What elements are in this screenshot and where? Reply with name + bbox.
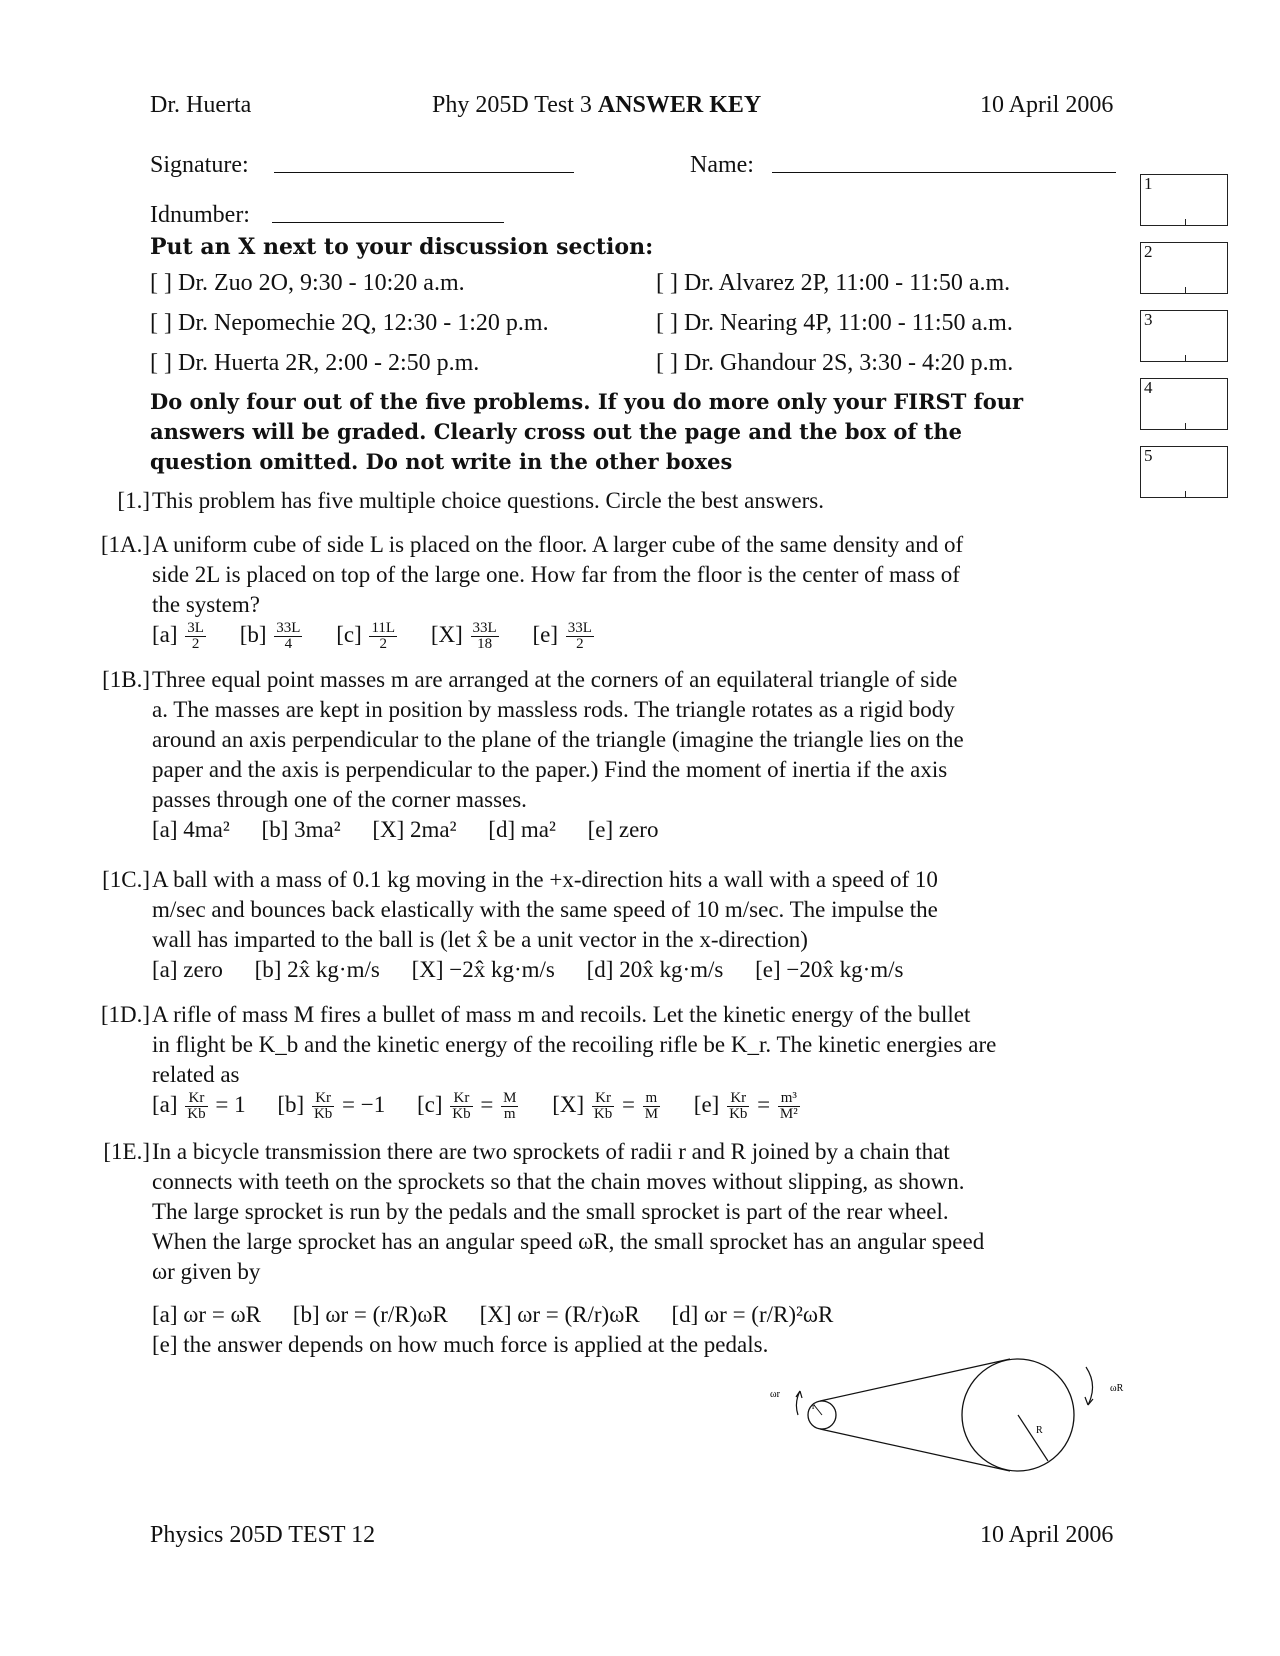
omega-small-label: ωr bbox=[770, 1389, 780, 1400]
chain-top bbox=[820, 1359, 1010, 1401]
q1a-line: side 2L is placed on top of the large one. How far from the floor is the center of mass of bbox=[152, 562, 960, 587]
section-option[interactable]: [ ] Dr. Zuo 2O, 9:30 - 10:20 a.m. bbox=[150, 270, 465, 296]
omega-large-arrow-icon bbox=[1086, 1367, 1093, 1405]
q1e-line: In a bicycle transmission there are two sprockets of radii r and R joined by a chain that bbox=[152, 1139, 950, 1164]
q1c-choice-answer[interactable]: [X] −2x̂ kg·m/s bbox=[411, 957, 555, 982]
score-box[interactable] bbox=[1140, 446, 1228, 498]
small-radius-label: r bbox=[812, 1401, 815, 1411]
chain-bottom bbox=[820, 1429, 1010, 1471]
q1b-line: a. The masses are kept in position by massless rods. The triangle rotates as a rigid body bbox=[152, 697, 955, 722]
q1d-choice[interactable]: [b] $\frac{Kr}{Kb}$ = −1 bbox=[277, 1090, 386, 1123]
q1c-choice[interactable]: [a] zero bbox=[152, 957, 223, 982]
q1a-line: the system? bbox=[152, 592, 260, 617]
q1b-line: around an axis perpendicular to the plane of the triangle (imagine the triangle lies on the bbox=[152, 727, 964, 752]
q1b-line: paper and the axis is perpendicular to the paper.) Find the moment of inertia if the axis bbox=[152, 757, 948, 782]
q1b-choice[interactable]: [b] 3ma² bbox=[261, 817, 341, 842]
q1a-label: [1A.] bbox=[100, 532, 150, 557]
section-option[interactable]: [ ] Dr. Ghandour 2S, 3:30 - 4:20 p.m. bbox=[656, 350, 1014, 376]
section-instruction: Put an X next to your discussion section: bbox=[150, 234, 654, 260]
q1e-choices bbox=[152, 1300, 859, 1330]
q1a-text bbox=[152, 530, 1128, 620]
q1a-choice[interactable]: [e] $\frac{33L}{2}$ bbox=[532, 620, 592, 653]
q1b-text bbox=[152, 665, 1128, 815]
score-box[interactable] bbox=[1140, 378, 1228, 430]
score-box-number: 5 bbox=[1144, 446, 1153, 465]
q1d-choice[interactable]: [e] $\frac{Kr}{Kb}$ = $\frac{\text{m³}}{\text{M²}}$ bbox=[693, 1090, 798, 1123]
title-answer-key: ANSWER KEY bbox=[597, 92, 762, 118]
name-label: Name: bbox=[690, 152, 754, 178]
score-box-number: 1 bbox=[1144, 174, 1153, 193]
signature-line[interactable] bbox=[274, 172, 574, 173]
q1b-choice[interactable]: [a] 4ma² bbox=[152, 817, 230, 842]
q1a-choice-answer[interactable]: [X] $\frac{33L}{18}$ bbox=[430, 620, 497, 653]
instructor-name: Dr. Huerta bbox=[150, 92, 252, 118]
q1e-choice[interactable]: [b] ωr = (r/R)ωR bbox=[292, 1302, 448, 1327]
q1e-choice[interactable]: [a] ωr = ωR bbox=[152, 1302, 262, 1327]
q1d-text bbox=[152, 1000, 1128, 1090]
q1b-choice[interactable]: [d] ma² bbox=[488, 817, 556, 842]
score-box-number: 4 bbox=[1144, 378, 1153, 397]
q1c-choice[interactable]: [b] 2x̂ kg·m/s bbox=[254, 957, 380, 982]
problem-1-text: This problem has five multiple choice questions. Circle the best answers. bbox=[152, 488, 824, 513]
q1c-line: m/sec and bounces back elastically with the same speed of 10 m/sec. The impulse the bbox=[152, 897, 938, 922]
name-line[interactable] bbox=[772, 172, 1116, 173]
q1b-line: passes through one of the corner masses. bbox=[152, 787, 527, 812]
large-radius bbox=[1018, 1415, 1048, 1461]
q1e-line: connects with teeth on the sprockets so that the chain moves without slipping, as shown. bbox=[152, 1169, 965, 1194]
q1e-label: [1E.] bbox=[103, 1139, 150, 1164]
section-option[interactable]: [ ] Dr. Huerta 2R, 2:00 - 2:50 p.m. bbox=[150, 350, 480, 376]
header-date: 10 April 2006 bbox=[980, 92, 1114, 118]
q1a-line: A uniform cube of side L is placed on the floor. A larger cube of the same density and of bbox=[152, 532, 964, 557]
q1d-choices bbox=[152, 1090, 828, 1122]
idnumber-label: Idnumber: bbox=[150, 202, 250, 228]
title-prefix: Phy 205D Test 3 bbox=[432, 92, 592, 118]
q1d-choice[interactable]: [c] $\frac{Kr}{Kb}$ = $\frac{M}{m}$ bbox=[416, 1090, 517, 1123]
score-box-number: 2 bbox=[1144, 242, 1153, 261]
idnumber-line[interactable] bbox=[272, 222, 504, 223]
section-option[interactable]: [ ] Dr. Nearing 4P, 11:00 - 11:50 a.m. bbox=[656, 310, 1013, 336]
instructions-line: Do only four out of the five problems. If you do more only your FIRST four bbox=[150, 389, 1024, 414]
score-box[interactable] bbox=[1140, 242, 1228, 294]
q1d-choice-answer[interactable]: [X] $\frac{Kr}{Kb}$ = $\frac{m}{M}$ bbox=[552, 1090, 659, 1123]
q1e-line: The large sprocket is run by the pedals and the small sprocket is part of the rear wheel. bbox=[152, 1199, 949, 1224]
problem-1-label: [1.] bbox=[117, 488, 150, 513]
q1c-line: A ball with a mass of 0.1 kg moving in the +x-direction hits a wall with a speed of 10 bbox=[152, 867, 938, 892]
footer-date: 10 April 2006 bbox=[980, 1522, 1114, 1548]
q1c-choices bbox=[152, 955, 929, 985]
q1a-choices bbox=[152, 620, 622, 652]
q1e-choice[interactable]: [d] ωr = (r/R)²ωR bbox=[671, 1302, 834, 1327]
score-box[interactable] bbox=[1140, 310, 1228, 362]
q1c-choice[interactable]: [e] −20x̂ kg·m/s bbox=[755, 957, 904, 982]
q1d-choice[interactable]: [a] $\frac{Kr}{Kb}$ = 1 bbox=[152, 1090, 246, 1123]
q1e-line: ωr given by bbox=[152, 1259, 261, 1284]
instructions-line: answers will be graded. Clearly cross out the page and the box of the bbox=[150, 419, 963, 444]
page-title bbox=[432, 92, 761, 119]
signature-label: Signature: bbox=[150, 152, 249, 178]
q1b-line: Three equal point masses m are arranged at the corners of an equilateral triangle of side bbox=[152, 667, 958, 692]
q1e-line: When the large sprocket has an angular speed ωR, the small sprocket has an angular speed bbox=[152, 1229, 985, 1254]
q1b-label: [1B.] bbox=[102, 667, 150, 692]
q1b-choice[interactable]: [e] zero bbox=[587, 817, 659, 842]
large-radius-label: R bbox=[1036, 1425, 1043, 1436]
q1e-choice-e[interactable]: [e] the answer depends on how much force is applied at the pedals. bbox=[152, 1332, 769, 1357]
footer-left: Physics 205D TEST 12 bbox=[150, 1522, 376, 1548]
q1b-choices bbox=[152, 815, 684, 845]
q1d-line: in flight be K_b and the kinetic energy of the recoiling rifle be K_r. The kinetic energies are bbox=[152, 1032, 997, 1057]
q1c-line: wall has imparted to the ball is (let x̂ be a unit vector in the x-direction) bbox=[152, 927, 808, 952]
q1c-choice[interactable]: [d] 20x̂ kg·m/s bbox=[586, 957, 724, 982]
q1e-text bbox=[152, 1137, 1128, 1287]
q1b-choice-answer[interactable]: [X] 2ma² bbox=[372, 817, 457, 842]
sprocket-figure bbox=[760, 1345, 1140, 1485]
section-option[interactable]: [ ] Dr. Alvarez 2P, 11:00 - 11:50 a.m. bbox=[656, 270, 1011, 296]
score-box-number: 3 bbox=[1144, 310, 1153, 329]
q1c-label: [1C.] bbox=[102, 867, 150, 892]
section-option[interactable]: [ ] Dr. Nepomechie 2Q, 12:30 - 1:20 p.m. bbox=[150, 310, 549, 336]
q1d-label: [1D.] bbox=[100, 1002, 150, 1027]
q1e-choice-answer[interactable]: [X] ωr = (R/r)ωR bbox=[479, 1302, 640, 1327]
instructions-line: question omitted. Do not write in the other boxes bbox=[150, 449, 733, 474]
small-radius bbox=[814, 1405, 822, 1415]
omega-large-label: ωR bbox=[1110, 1383, 1124, 1394]
q1a-choice[interactable]: [b] $\frac{33L}{4}$ bbox=[239, 620, 301, 653]
q1d-line: A rifle of mass M fires a bullet of mass m and recoils. Let the kinetic energy of the bullet bbox=[152, 1002, 971, 1027]
score-box[interactable] bbox=[1140, 174, 1228, 226]
q1c-text bbox=[152, 865, 1128, 955]
q1a-choice[interactable]: [a] $\frac{3L}{2}$ bbox=[152, 620, 204, 653]
q1a-choice[interactable]: [c] $\frac{11L}{2}$ bbox=[336, 620, 396, 653]
arrowhead-icon bbox=[1085, 1397, 1093, 1405]
q1d-line: related as bbox=[152, 1062, 240, 1087]
